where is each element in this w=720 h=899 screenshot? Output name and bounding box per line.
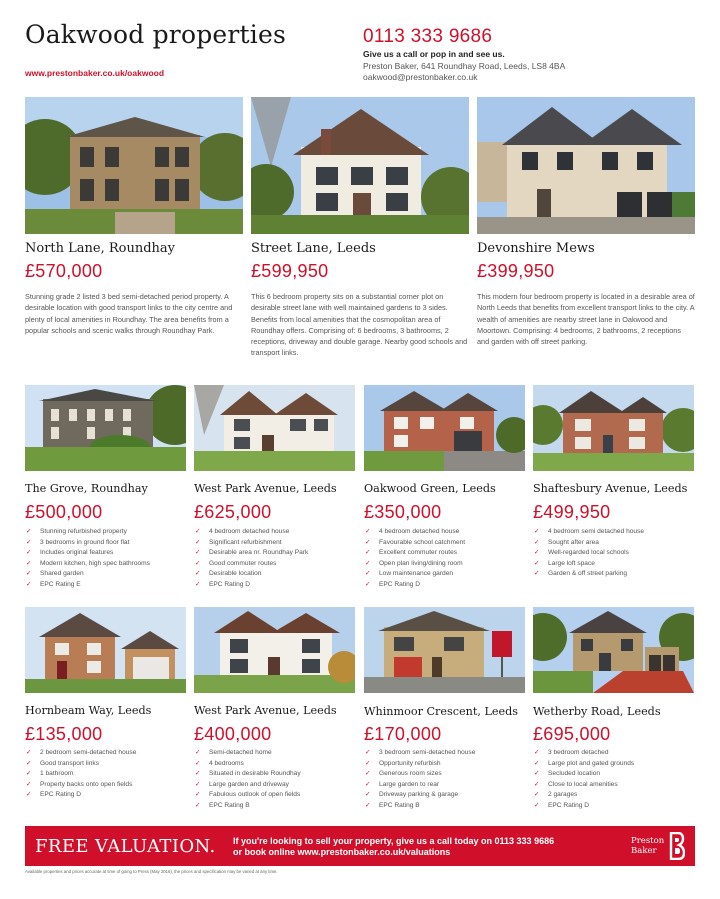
feature-item bbox=[25, 548, 150, 559]
property-description: Stunning grade 2 listed 3 bed semi-detached period property. A desirable location with good transport links to the city centre and plenty of local amenities in Roundhay. The area benefits from a popular schools and scenic walks through Roundhay Park. bbox=[25, 292, 233, 335]
property-name: Street Lane, Leeds bbox=[251, 241, 376, 256]
feature-text: EPC Rating E bbox=[40, 580, 81, 588]
tick-icon: ✓ bbox=[534, 570, 540, 578]
tick-icon: ✓ bbox=[195, 580, 201, 588]
tick-icon: ✓ bbox=[365, 780, 371, 788]
tick-icon: ✓ bbox=[365, 749, 371, 756]
feature-item bbox=[533, 548, 644, 559]
feature-item bbox=[194, 780, 301, 791]
feature-text: EPC Rating B bbox=[379, 801, 420, 809]
feature-text: Excellent commuter routes bbox=[379, 549, 458, 557]
tick-icon: ✓ bbox=[195, 749, 201, 756]
tick-icon: ✓ bbox=[195, 549, 201, 557]
tick-icon: ✓ bbox=[26, 538, 32, 546]
tick-icon: ✓ bbox=[195, 770, 201, 778]
tick-icon: ✓ bbox=[26, 559, 32, 567]
tick-icon: ✓ bbox=[534, 759, 540, 767]
feature-text: Situated in desirable Roundhay bbox=[209, 770, 301, 778]
property-description: This modern four bedroom property is located in a desirable area of North Leeds that benefits from excellent transport links to the city. A wealth of amenities are nearby street lane in Oakwood and Moortown. Comprising: 4 bedrooms, 2 bathrooms, 2 receptions and garden with off street parking. bbox=[477, 292, 695, 347]
contact-tagline: Give us a call or pop in and see us. bbox=[363, 49, 505, 59]
feature-item bbox=[364, 527, 465, 538]
feature-item bbox=[194, 801, 301, 812]
tick-icon: ✓ bbox=[534, 559, 540, 567]
feature-text: Secluded location bbox=[548, 770, 601, 778]
tick-icon: ✓ bbox=[195, 570, 201, 578]
feature-item bbox=[533, 559, 644, 570]
tick-icon: ✓ bbox=[365, 580, 371, 588]
tick-icon: ✓ bbox=[26, 770, 32, 778]
feature-item bbox=[533, 801, 634, 812]
property-price: £695,000 bbox=[533, 724, 611, 744]
tick-icon: ✓ bbox=[534, 770, 540, 778]
feature-text: EPC Rating D bbox=[548, 801, 590, 809]
property-photo[interactable] bbox=[25, 607, 186, 693]
feature-item bbox=[364, 569, 465, 580]
tick-icon: ✓ bbox=[365, 559, 371, 567]
feature-text: 4 bedroom detached house bbox=[379, 528, 460, 535]
preston-baker-logo[interactable] bbox=[629, 832, 687, 860]
feature-item bbox=[25, 780, 136, 791]
feature-item bbox=[194, 580, 308, 591]
office-address: Preston Baker, 641 Roundhay Road, Leeds, LS8 4BA bbox=[363, 61, 566, 71]
feature-text: Large plot and gated grounds bbox=[548, 759, 635, 767]
tick-icon: ✓ bbox=[195, 801, 201, 809]
feature-item bbox=[25, 569, 150, 580]
feature-text: Favourable school catchment bbox=[379, 538, 466, 546]
feature-list bbox=[25, 748, 136, 801]
property-photo[interactable] bbox=[364, 607, 525, 693]
feature-item bbox=[25, 527, 150, 538]
tick-icon: ✓ bbox=[26, 570, 32, 578]
property-price: £570,000 bbox=[25, 261, 103, 281]
feature-text: Significant refurbishment bbox=[209, 538, 282, 546]
feature-item bbox=[25, 790, 136, 801]
property-price: £400,000 bbox=[194, 724, 272, 744]
property-price: £135,000 bbox=[25, 724, 103, 744]
tick-icon: ✓ bbox=[26, 549, 32, 557]
feature-text: EPC Rating B bbox=[209, 801, 250, 809]
property-name: West Park Avenue, Leeds bbox=[194, 482, 337, 495]
property-name: The Grove, Roundhay bbox=[25, 482, 148, 495]
property-photo[interactable] bbox=[251, 97, 469, 234]
tick-icon: ✓ bbox=[534, 801, 540, 809]
feature-item bbox=[194, 559, 308, 570]
feature-item bbox=[194, 569, 308, 580]
tick-icon: ✓ bbox=[195, 559, 201, 567]
property-price: £170,000 bbox=[364, 724, 442, 744]
feature-text: 4 bedroom semi detached house bbox=[548, 528, 645, 535]
property-name: Devonshire Mews bbox=[477, 241, 595, 256]
tick-icon: ✓ bbox=[365, 801, 371, 809]
feature-text: Desirable area nr. Roundhay Park bbox=[209, 549, 309, 557]
feature-text: Driveway parking & garage bbox=[379, 791, 459, 799]
preston-baker-logo-icon bbox=[669, 832, 685, 860]
property-photo[interactable] bbox=[194, 385, 355, 471]
page-title: Oakwood properties bbox=[25, 20, 287, 49]
feature-item bbox=[533, 769, 634, 780]
tick-icon: ✓ bbox=[534, 749, 540, 756]
property-price: £499,950 bbox=[533, 502, 611, 522]
feature-text: Includes original features bbox=[40, 549, 114, 557]
feature-text: Stunning refurbished property bbox=[40, 528, 127, 535]
feature-item bbox=[364, 759, 475, 770]
valuation-call-text: If you're looking to sell your property, give us a call today on 0113 333 9686 bbox=[233, 836, 555, 846]
feature-item bbox=[25, 748, 136, 759]
feature-text: Large garden to rear bbox=[379, 780, 440, 788]
tick-icon: ✓ bbox=[365, 791, 371, 799]
feature-text: Garden & off street parking bbox=[548, 570, 628, 578]
feature-item bbox=[364, 559, 465, 570]
feature-item bbox=[533, 780, 634, 791]
property-price: £625,000 bbox=[194, 502, 272, 522]
feature-item bbox=[364, 780, 475, 791]
feature-item bbox=[364, 790, 475, 801]
property-name: Shaftesbury Avenue, Leeds bbox=[533, 482, 688, 495]
feature-list bbox=[364, 748, 475, 812]
property-photo[interactable] bbox=[194, 607, 355, 693]
feature-list bbox=[533, 527, 644, 580]
tick-icon: ✓ bbox=[195, 780, 201, 788]
feature-text: 1 bathroom bbox=[40, 770, 74, 778]
valuation-banner[interactable] bbox=[25, 826, 695, 866]
property-name: Hornbeam Way, Leeds bbox=[25, 704, 152, 717]
feature-text: Opportunity refurbish bbox=[379, 759, 441, 767]
feature-text: Generous room sizes bbox=[379, 770, 442, 778]
feature-text: Shared garden bbox=[40, 570, 84, 578]
property-price: £399,950 bbox=[477, 261, 555, 281]
email-link[interactable]: oakwood@prestonbaker.co.uk bbox=[363, 72, 478, 82]
feature-item bbox=[533, 527, 644, 538]
property-name: Oakwood Green, Leeds bbox=[364, 482, 496, 495]
feature-text: 4 bedrooms bbox=[209, 759, 244, 767]
tick-icon: ✓ bbox=[365, 770, 371, 778]
feature-item bbox=[364, 580, 465, 591]
feature-item bbox=[194, 790, 301, 801]
feature-item bbox=[533, 759, 634, 770]
feature-text: 2 garages bbox=[548, 791, 578, 799]
tick-icon: ✓ bbox=[534, 549, 540, 557]
feature-item bbox=[25, 759, 136, 770]
feature-text: Fabulous outlook of open fields bbox=[209, 791, 301, 799]
tick-icon: ✓ bbox=[365, 528, 371, 535]
tick-icon: ✓ bbox=[26, 780, 32, 788]
property-name: Wetherby Road, Leeds bbox=[533, 705, 661, 718]
property-photo[interactable] bbox=[25, 97, 243, 234]
feature-item bbox=[194, 548, 308, 559]
feature-text: Good commuter routes bbox=[209, 559, 277, 567]
feature-text: Semi-detached home bbox=[209, 749, 272, 756]
property-price: £500,000 bbox=[25, 502, 103, 522]
tick-icon: ✓ bbox=[534, 780, 540, 788]
property-description: This 6 bedroom property sits on a substantial corner plot on desirable street lane with well maintained gardens to 3 sides. Benefits from local amenities that the cosmopolitan area of Roundhay offers. Comprising of: 6 bedrooms, 3 bathrooms, 2 receptions, driveway and double garage. Nearby good schools and transport links. bbox=[251, 292, 468, 358]
property-photo[interactable] bbox=[477, 97, 695, 234]
free-valuation-heading: FREE VALUATION. bbox=[35, 836, 216, 857]
feature-list bbox=[194, 748, 301, 812]
tick-icon: ✓ bbox=[365, 759, 371, 767]
feature-text: EPC Rating D bbox=[40, 791, 82, 799]
property-photo[interactable] bbox=[533, 607, 694, 693]
tick-icon: ✓ bbox=[365, 549, 371, 557]
tick-icon: ✓ bbox=[534, 528, 540, 535]
feature-item bbox=[25, 538, 150, 549]
feature-list bbox=[25, 527, 150, 591]
feature-text: 2 bedroom semi-detached house bbox=[40, 749, 137, 756]
property-price: £350,000 bbox=[364, 502, 442, 522]
tick-icon: ✓ bbox=[26, 759, 32, 767]
tick-icon: ✓ bbox=[365, 570, 371, 578]
feature-item bbox=[364, 548, 465, 559]
feature-item bbox=[533, 790, 634, 801]
feature-item bbox=[194, 748, 301, 759]
feature-list bbox=[194, 527, 308, 591]
feature-text: Good transport links bbox=[40, 759, 100, 767]
phone-number[interactable]: 0113 333 9686 bbox=[363, 26, 493, 47]
feature-text: Large garden and driveway bbox=[209, 780, 289, 788]
feature-text: EPC Rating D bbox=[209, 580, 251, 588]
feature-text: 3 bedrooms in ground floor flat bbox=[40, 538, 130, 546]
tick-icon: ✓ bbox=[26, 580, 32, 588]
tick-icon: ✓ bbox=[195, 528, 201, 535]
feature-text: Modern kitchen, high spec bathrooms bbox=[40, 559, 150, 567]
feature-item bbox=[364, 769, 475, 780]
website-link[interactable]: www.prestonbaker.co.uk/oakwood bbox=[25, 68, 165, 78]
tick-icon: ✓ bbox=[26, 791, 32, 799]
feature-text: 4 bedroom detached house bbox=[209, 528, 290, 535]
feature-item bbox=[533, 748, 634, 759]
feature-text: Close to local amenities bbox=[548, 780, 618, 788]
logo-text-preston: Preston bbox=[631, 836, 665, 846]
tick-icon: ✓ bbox=[26, 528, 32, 535]
property-photo[interactable] bbox=[25, 385, 186, 471]
feature-text: Open plan living/dining room bbox=[379, 559, 463, 567]
feature-item bbox=[364, 801, 475, 812]
feature-item bbox=[194, 759, 301, 770]
tick-icon: ✓ bbox=[195, 759, 201, 767]
logo-text-baker: Baker bbox=[631, 846, 657, 856]
feature-item bbox=[25, 580, 150, 591]
disclaimer-text: Available properties and prices accurate at time of going to Press (May 2016), the prices and specification may be varied at any time. bbox=[25, 869, 278, 874]
tick-icon: ✓ bbox=[195, 791, 201, 799]
feature-text: 3 bedroom detached bbox=[548, 749, 609, 756]
feature-item bbox=[25, 559, 150, 570]
feature-item bbox=[25, 769, 136, 780]
feature-item bbox=[194, 769, 301, 780]
property-name: Whinmoor Crescent, Leeds bbox=[364, 705, 519, 718]
feature-text: Property backs onto open fields bbox=[40, 780, 133, 788]
property-photo[interactable] bbox=[364, 385, 525, 471]
feature-text: 3 bedroom semi-detached house bbox=[379, 749, 476, 756]
feature-text: Large loft space bbox=[548, 559, 595, 567]
tick-icon: ✓ bbox=[26, 749, 32, 756]
feature-list bbox=[364, 527, 465, 591]
tick-icon: ✓ bbox=[195, 538, 201, 546]
feature-item bbox=[533, 569, 644, 580]
feature-item bbox=[194, 538, 308, 549]
property-price: £599,950 bbox=[251, 261, 329, 281]
tick-icon: ✓ bbox=[534, 538, 540, 546]
contact-block bbox=[363, 27, 565, 83]
feature-text: Desirable location bbox=[209, 570, 262, 578]
tick-icon: ✓ bbox=[365, 538, 371, 546]
valuation-online-link[interactable]: or book online www.prestonbaker.co.uk/valuations bbox=[233, 847, 451, 857]
property-name: West Park Avenue, Leeds bbox=[194, 704, 337, 717]
feature-text: Sought after area bbox=[548, 538, 599, 546]
feature-list bbox=[533, 748, 634, 812]
property-name: North Lane, Roundhay bbox=[25, 241, 176, 256]
feature-item bbox=[533, 538, 644, 549]
feature-text: Low maintenance garden bbox=[379, 570, 454, 578]
feature-item bbox=[194, 527, 308, 538]
feature-text: EPC Rating D bbox=[379, 580, 421, 588]
feature-item bbox=[364, 538, 465, 549]
feature-item bbox=[364, 748, 475, 759]
property-photo[interactable] bbox=[533, 385, 694, 471]
feature-text: Well-regarded local schools bbox=[548, 549, 629, 557]
tick-icon: ✓ bbox=[534, 791, 540, 799]
